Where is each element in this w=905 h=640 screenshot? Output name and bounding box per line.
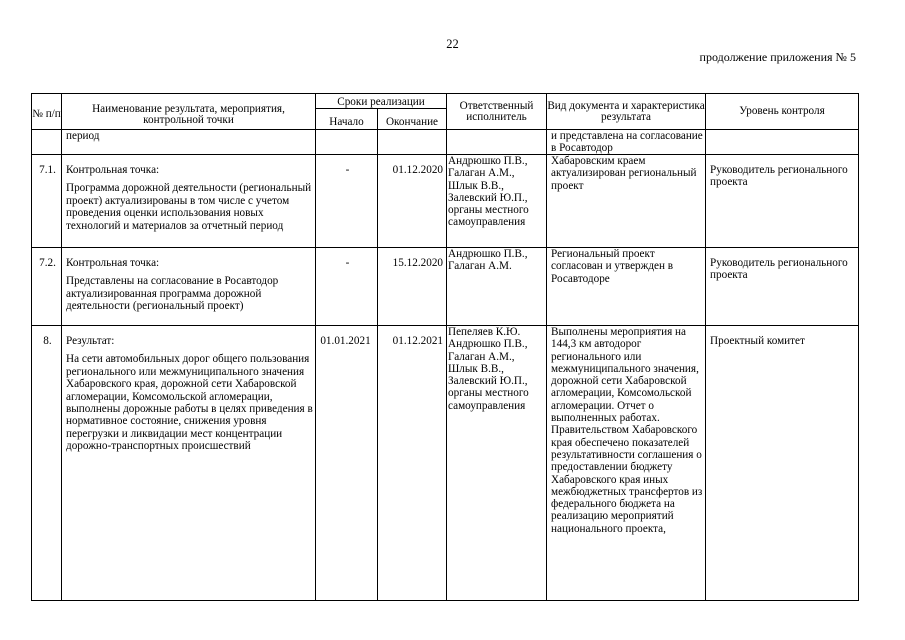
row-responsible: Андрюшко П.В., Галаган А.М. [447, 248, 547, 326]
row-responsible: Андрюшко П.В., Галаган А.М., Шлык В.В., Залевский Ю.П., органы местного самоуправления [447, 155, 547, 248]
row-label: Результат: [66, 335, 115, 347]
row-end: 01.12.2021 [378, 326, 447, 601]
row-label: Контрольная точка: [66, 257, 160, 269]
row-start: 01.01.2021 [316, 326, 378, 601]
row-responsible: Пепеляев К.Ю. Андрюшко П.В., Галаган А.М., Шлык В.В., Залевский Ю.П., органы местного самоуправления [447, 326, 547, 601]
row-text: На сети автомобильных дорог общего пользования регионального или межмуниципального значения Хабаровского края, дорожной сети Хабаровской агломерации, Комсомольской агломерации, выполнены дорожные работы в целях приведения в нормативное состояние, снижения уровня перегрузки и ликвидации мест концентрации дорожно-транспортных происшествий [66, 353, 313, 453]
row-label: Контрольная точка: [66, 164, 160, 176]
row-control: Руководитель регионального проекта [706, 155, 859, 248]
header-period: Сроки реализации [316, 94, 447, 109]
row-text: Представлены на согласование в Росавтодор актуализированная программа дорожной деятельности (региональный проект) [66, 275, 279, 313]
header-end: Окончание [378, 109, 447, 130]
row-document: Хабаровским краем актуализирован региональный проект [547, 155, 706, 248]
table-row [32, 155, 859, 248]
row-control: Проектный комитет [706, 326, 859, 601]
appendix-note: продолжение приложения № 5 [699, 50, 856, 64]
cont-num [32, 130, 62, 155]
table-row [32, 248, 859, 326]
header-control: Уровень контроля [706, 94, 859, 130]
cont-start [316, 130, 378, 155]
row-start: - [316, 248, 378, 326]
plan-table [31, 93, 859, 601]
cont-end [378, 130, 447, 155]
row-num: 8. [32, 326, 62, 601]
row-name [62, 326, 316, 601]
row-start: - [316, 155, 378, 248]
header-start: Начало [316, 109, 378, 130]
row-end: 01.12.2020 [378, 155, 447, 248]
row-num: 7.2. [32, 248, 62, 326]
continuation-row [32, 130, 859, 155]
row-num: 7.1. [32, 155, 62, 248]
header-name: Наименование результата, мероприятия, контрольной точки [62, 94, 316, 130]
table-row [32, 326, 859, 601]
cont-document: и представлена на согласование в Росавтодор [547, 130, 706, 155]
header-num: № п/п [32, 94, 62, 130]
header-document: Вид документа и характеристика результата [547, 94, 706, 130]
header-row [32, 94, 859, 109]
row-name [62, 155, 316, 248]
row-end: 15.12.2020 [378, 248, 447, 326]
row-name [62, 248, 316, 326]
cont-responsible [447, 130, 547, 155]
row-control: Руководитель регионального проекта [706, 248, 859, 326]
row-document: Региональный проект согласован и утвержден в Росавтодоре [547, 248, 706, 326]
cont-name: период [62, 130, 316, 155]
page-number: 22 [446, 37, 459, 51]
cont-control [706, 130, 859, 155]
row-document: Выполнены мероприятия на 144,3 км автодорог регионального или межмуниципального значения, дорожной сети Хабаровской агломерации, Комсомольской агломерации. Отчет о выполненных работах. Правительством Хабаровского края обеспечено показателей результативности соглашения о предоставлении бюджету Хабаровского края иных межбюджетных трансфертов из федерального бюджета на реализацию мероприятий национального проекта, [547, 326, 706, 601]
header-responsible: Ответственный исполнитель [447, 94, 547, 130]
row-text: Программа дорожной деятельности (региональный проект) актуализированы в том числе с учетом проведения оценки использования новых технологий и материалов за отчетный период [66, 182, 312, 232]
